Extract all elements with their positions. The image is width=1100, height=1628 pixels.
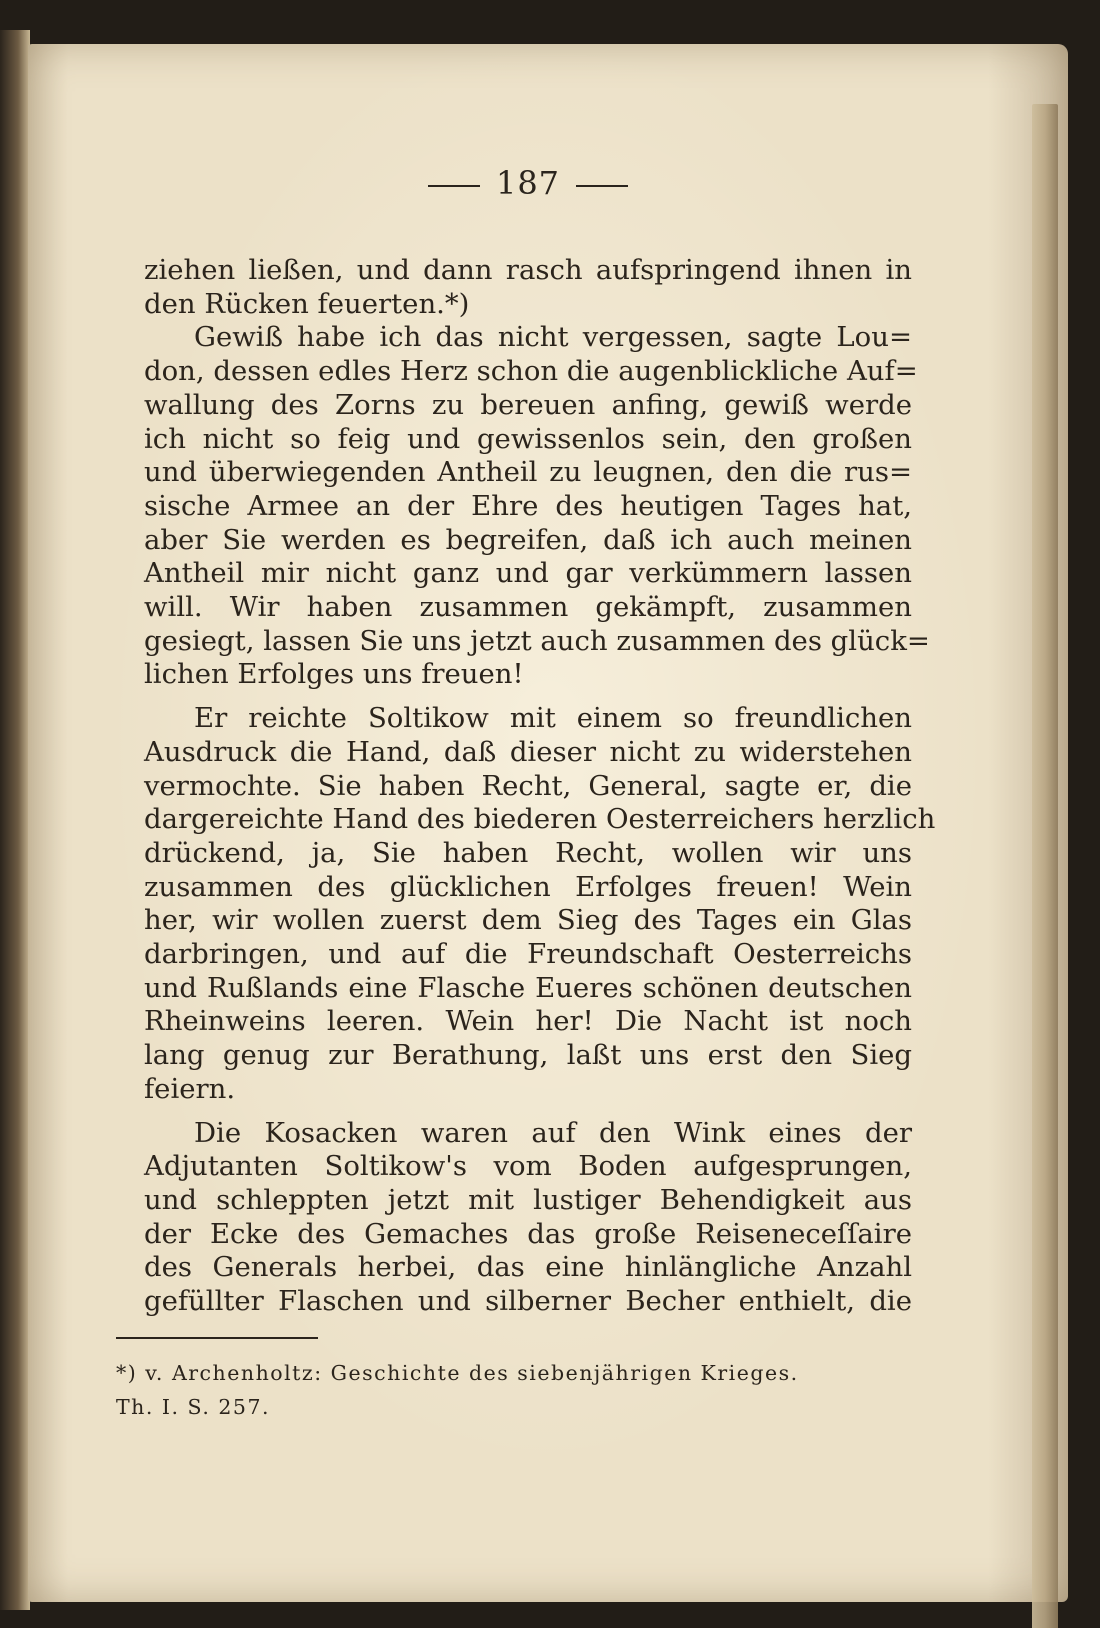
text-line: Die Kosacken waren auf den Wink eines der (194, 1116, 912, 1149)
text-line: feiern. (144, 1072, 236, 1105)
header-rule-right (576, 185, 628, 187)
header-rule-left (428, 185, 480, 187)
text-line: und schleppten jetzt mit lustiger Behendigkeit aus (144, 1183, 912, 1216)
footnote-line: *) v. Archenholtz: Geschichte des siebenjährigen Krieges. (116, 1361, 799, 1385)
body-text (144, 254, 936, 1319)
text-line: sische Armee an der Ehre des heutigen Tages hat, (144, 489, 912, 522)
text-line: den Rücken feuerten.*) (144, 287, 470, 320)
text-line: darbringen, und auf die Freundschaft Oesterreichs (144, 938, 912, 971)
text-line: Antheil mir nicht ganz und gar verkümmern lassen (144, 557, 912, 590)
text-line: ziehen ließen, und dann rasch aufspringend ihnen in (144, 254, 912, 286)
text-line: und Rußlands eine Flasche Eueres schönen deutschen (144, 971, 912, 1004)
text-line: Gewiß habe ich das nicht vergessen, sagte Lou= (194, 321, 912, 354)
footnote (116, 1356, 884, 1424)
page-number: 187 (495, 164, 561, 202)
text-line: gesiegt, lassen Sie uns jetzt auch zusammen des glück= (144, 624, 930, 657)
text-line: aber Sie werden es begreifen, daß ich auch meinen (144, 523, 912, 556)
paragraph-2 (144, 321, 930, 692)
footnote-separator (116, 1337, 318, 1339)
text-line: zusammen des glücklichen Erfolges freuen! Wein (144, 870, 912, 903)
text-line: dargereichte Hand des biederen Oesterreichers herzlich (144, 803, 936, 836)
text-line: gefüllter Flaschen und silberner Becher enthielt, die (144, 1285, 912, 1318)
page-stack-edge (1032, 104, 1058, 1628)
text-line: Ausdruck die Hand, daß dieser nicht zu widerstehen (144, 735, 912, 768)
text-line: Er reichte Soltikow mit einem so freundlichen (194, 702, 912, 735)
footnote-line: Th. I. S. 257. (116, 1395, 271, 1419)
text-line: und überwiegenden Antheil zu leugnen, den die rus= (144, 456, 912, 489)
text-line: ich nicht so feig und gewissenlos sein, den großen (144, 422, 912, 455)
text-line: will. Wir haben zusammen gekämpft, zusammen (144, 591, 912, 624)
paragraph-3 (144, 702, 936, 1106)
text-line: don, dessen edles Herz schon die augenblickliche Auf= (144, 355, 918, 388)
text-line: Adjutanten Soltikow's vom Boden aufgesprungen, (144, 1150, 912, 1183)
paragraph-4 (144, 1117, 912, 1319)
text-line: der Ecke des Gemaches das große Reiseneceſſaire (144, 1217, 912, 1250)
text-line: drückend, ja, Sie haben Recht, wollen wir uns (144, 836, 912, 869)
text-line: wallung des Zorns zu bereuen anfing, gewiß werde (144, 388, 912, 421)
text-line: Rheinweins leeren. Wein her! Die Nacht ist noch (144, 1005, 912, 1038)
text-line: her, wir wollen zuerst dem Sieg des Tages ein Glas (144, 904, 912, 937)
text-line: vermochte. Sie haben Recht, General, sagte er, die (144, 769, 912, 802)
text-line: lichen Erfolges uns freuen! (144, 658, 524, 691)
text-line: des Generals herbei, das eine hinlängliche Anzahl (144, 1251, 912, 1284)
page-header (28, 164, 1028, 202)
text-line: lang genug zur Berathung, laßt uns erst den Sieg (144, 1039, 912, 1072)
paragraph-1 (144, 254, 912, 321)
book-spine-shadow (0, 30, 30, 1610)
